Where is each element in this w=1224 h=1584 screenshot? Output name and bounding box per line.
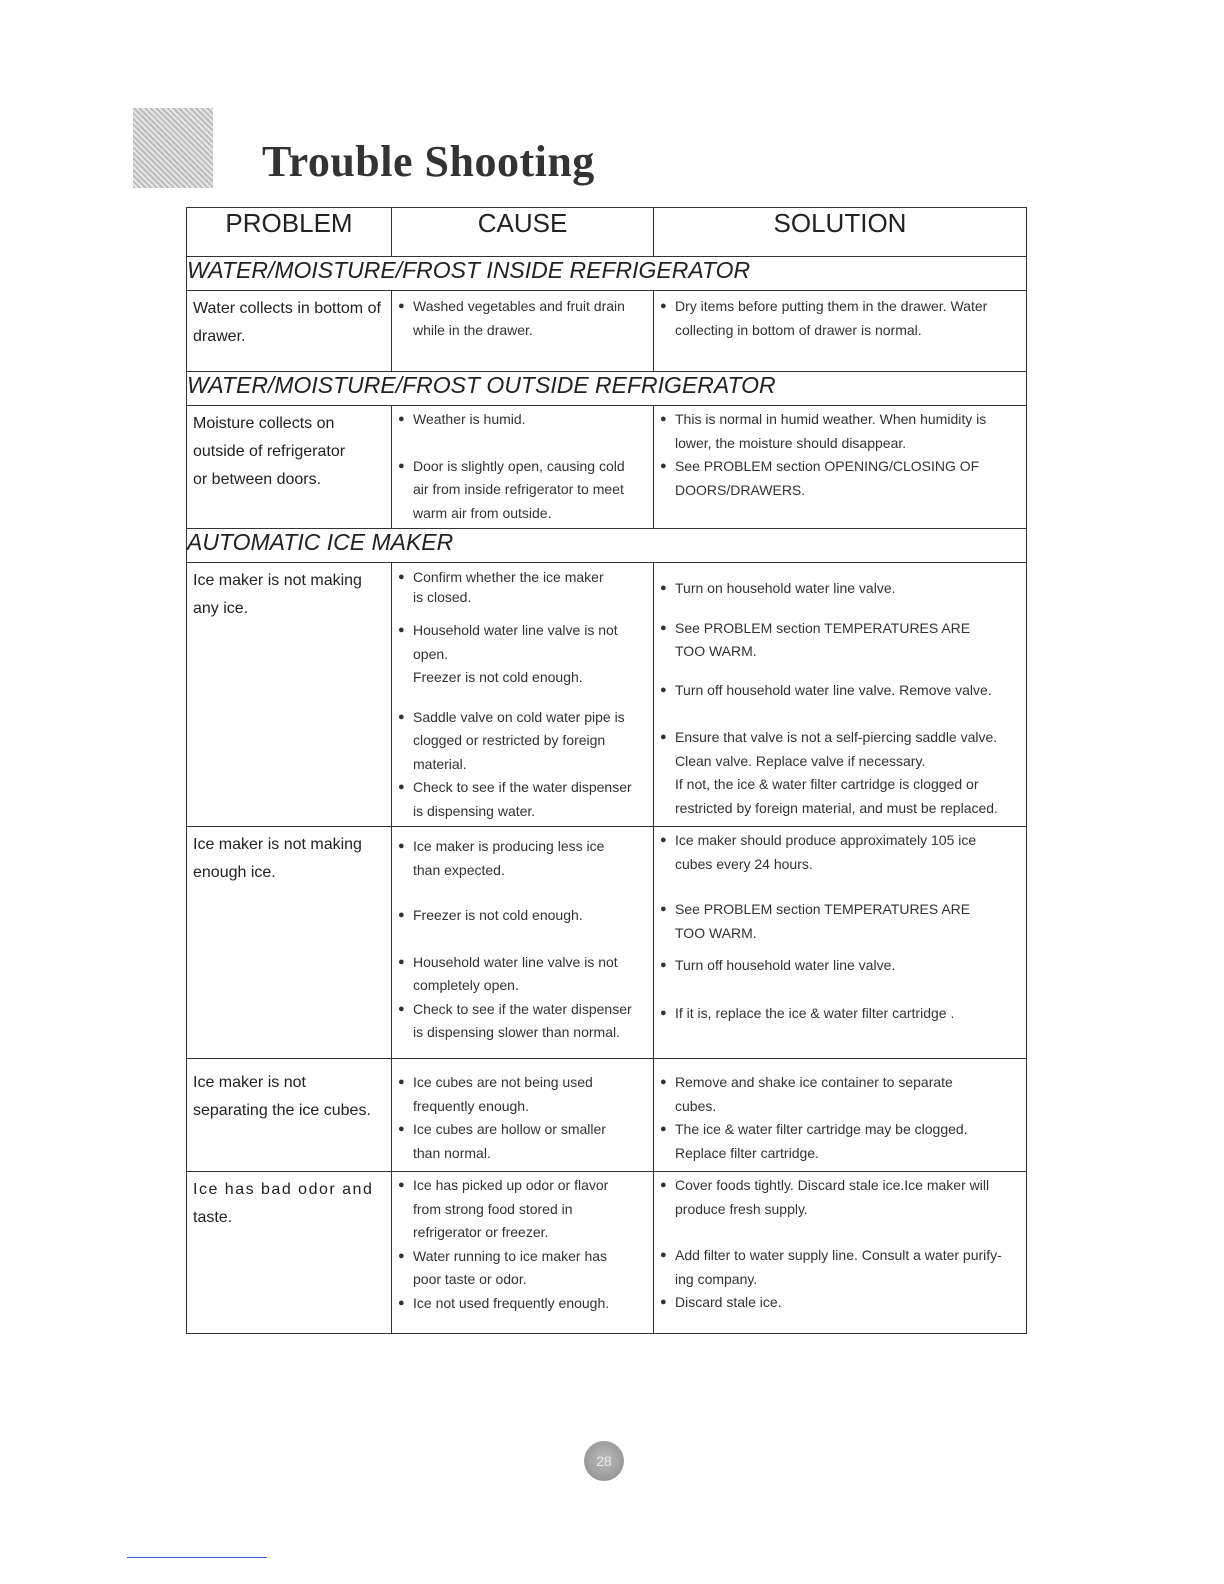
row-drawer (187, 291, 1027, 372)
cause-cell: ● Ice cubes are not being used frequently enough. ● Ice cubes are hollow or smaller than normal. (392, 1059, 654, 1172)
problem-cell: Ice has bad odor and taste. (187, 1172, 392, 1334)
cause-cell: ● Weather is humid. ● Door is slightly open, causing cold air from inside refrigerator to meet warm air from outside. (392, 406, 654, 529)
solution-cell: ● This is normal in humid weather. When humidity is lower, the moisture should disappear. ● See PROBLEM section OPENING/CLOSING OF DOORS/DRAWERS. (654, 406, 1027, 529)
row-separating (187, 1059, 1027, 1172)
header-solution: SOLUTION (654, 208, 1027, 257)
solution-cell: ● Ice maker should produce approximately 105 ice cubes every 24 hours. ● See PROBLEM section TEMPERATURES ARE TOO WARM. ● Turn off household water line valve. ● If it is, replace the ice & water filter cartridge . (654, 827, 1027, 1059)
problem-cell: Ice maker is not making enough ice. (187, 827, 392, 1059)
problem-cell: Ice maker is not separating the ice cubes. (187, 1059, 392, 1172)
section-outside-refrigerator: WATER/MOISTURE/FROST OUTSIDE REFRIGERATOR (187, 372, 1027, 406)
cause-cell: ● Ice maker is producing less ice than expected. ● Freezer is not cold enough. ● Household water line valve is not completely open. ● Check to see if the water dispenser is dispensing slower than normal. (392, 827, 654, 1059)
row-no-ice (187, 563, 1027, 827)
section-automatic-ice-maker: AUTOMATIC ICE MAKER (187, 529, 1027, 563)
problem-cell: Moisture collects on outside of refrigerator or between doors. (187, 406, 392, 529)
header-cause: CAUSE (392, 208, 654, 257)
row-odor (187, 1172, 1027, 1334)
page-title: Trouble Shooting (262, 137, 595, 186)
cause-cell: ● Confirm whether the ice maker is closed. ● Household water line valve is not open. Freezer is not cold enough. ● Saddle valve on cold water pipe is clogged or restricted by foreign material. ● Check to see if the water dispenser is dispensing water. (392, 563, 654, 827)
footer-line (127, 1557, 267, 1558)
cause-cell: ● Washed vegetables and fruit drain while in the drawer. (392, 291, 654, 372)
trouble-shooting-table (186, 207, 1027, 1334)
page-number: 28 (584, 1441, 624, 1481)
section-inside-refrigerator: WATER/MOISTURE/FROST INSIDE REFRIGERATOR (187, 257, 1027, 291)
problem-cell: Ice maker is not making any ice. (187, 563, 392, 827)
solution-cell: ● Cover foods tightly. Discard stale ice.Ice maker will produce fresh supply. ● Add filter to water supply line. Consult a water purify- ing company. ● Discard stale ice. (654, 1172, 1027, 1334)
row-moisture (187, 406, 1027, 529)
problem-cell: Water collects in bottom of drawer. (187, 291, 392, 372)
header-problem: PROBLEM (187, 208, 392, 257)
cause-cell: ● Ice has picked up odor or flavor from strong food stored in refrigerator or freezer. ● Water running to ice maker has poor taste or odor. ● Ice not used frequently enough. (392, 1172, 654, 1334)
solution-cell: ● Dry items before putting them in the drawer. Water collecting in bottom of drawer is normal. (654, 291, 1027, 372)
solution-cell: ● Turn on household water line valve. ● See PROBLEM section TEMPERATURES ARE TOO WARM. ● Turn off household water line valve. Remove valve. ● Ensure that valve is not a self-piercing saddle valve. Clean valve. Replace valve if necessary. If not, the ice & water filter cartridge is clogged or restricted by foreign material, and must be replaced. (654, 563, 1027, 827)
row-not-enough-ice (187, 827, 1027, 1059)
solution-cell: ● Remove and shake ice container to separate cubes. ● The ice & water filter cartridge may be clogged. Replace filter cartridge. (654, 1059, 1027, 1172)
header-row (187, 208, 1027, 257)
title-decoration (133, 108, 213, 188)
